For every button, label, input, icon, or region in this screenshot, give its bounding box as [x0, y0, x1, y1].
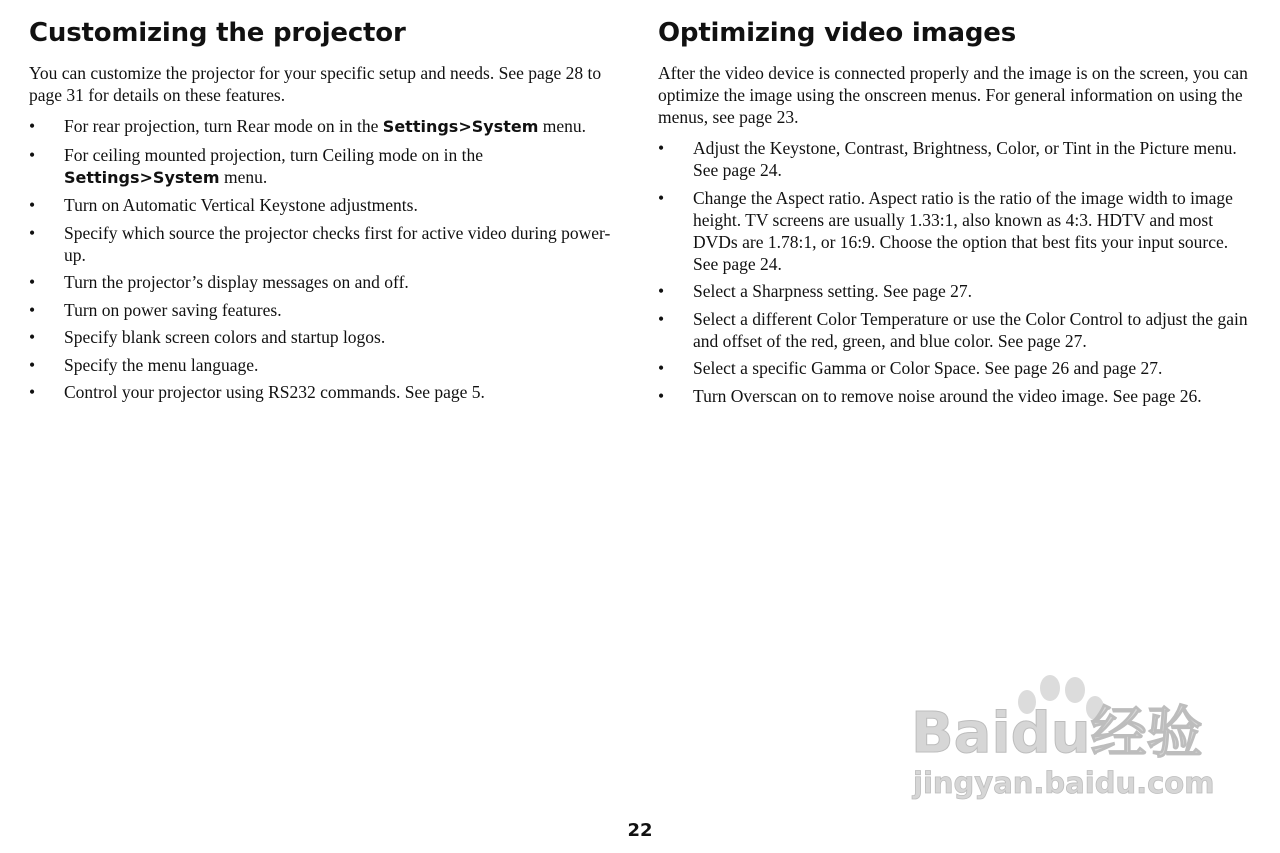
list-item: [29, 222, 629, 266]
list-item-text: Specify the menu language.: [64, 354, 259, 375]
bullet-marker: •: [29, 382, 36, 402]
bullet-marker: •: [658, 308, 665, 329]
bullet-marker: •: [658, 187, 665, 208]
list-item: [658, 280, 1254, 302]
list-item-text: Turn on Automatic Vertical Keystone adjustments.: [64, 195, 418, 215]
list-item-text: menu.: [219, 166, 268, 187]
list-item-text: For ceiling mounted projection, turn Ceiling mode on in the: [64, 144, 483, 165]
right-column: [658, 18, 1254, 412]
bullet-marker: •: [658, 138, 665, 158]
bullet-marker: •: [658, 385, 665, 406]
list-item-text: Specify blank screen colors and startup logos.: [64, 327, 386, 347]
list-item-text: Select a different Color Temperature or use the Color Control to adjust the gain and offset of the red, green, and blue color. See page 27.: [693, 308, 1248, 351]
list-item: [29, 299, 629, 321]
list-item: [29, 326, 629, 348]
bullet-list-customizing: [29, 115, 629, 403]
bullet-marker: •: [29, 144, 36, 165]
list-item-text: Change the Aspect ratio. Aspect ratio is the ratio of the image width to image height. TV screens are usually 1.33:1, also known as 4:3. HDTV and most DVDs are 1.78:1, or 16:9. Choose the option that best fits your input source. See page 24.: [693, 187, 1233, 274]
list-item: [29, 354, 629, 376]
list-item: [29, 271, 629, 293]
list-item: [658, 137, 1254, 181]
baidu-watermark-logo: [905, 660, 1215, 810]
list-item: [658, 308, 1254, 352]
bullet-marker: •: [658, 358, 665, 378]
list-item-text: For rear projection, turn Rear mode on in the: [64, 116, 383, 136]
list-item: [29, 115, 629, 138]
list-item-text: Turn the projector’s display messages on and off.: [64, 272, 409, 292]
bullet-marker: •: [658, 281, 665, 301]
bullet-marker: •: [29, 299, 36, 320]
list-item: [29, 381, 629, 403]
bullet-marker: •: [29, 222, 36, 243]
list-item-text: Select a Sharpness setting. See page 27.: [693, 281, 972, 301]
list-item-text: Specify which source the projector checks first for active video during power-up.: [64, 222, 611, 265]
menu-path-text: Settings>System: [382, 117, 539, 136]
list-item: [658, 187, 1254, 275]
list-item: [29, 144, 629, 189]
watermark-brand: Baidu经验: [911, 701, 1203, 766]
list-item: [658, 385, 1254, 407]
section-title-customizing: Customizing the projector: [29, 18, 406, 48]
bullet-list-optimizing: [658, 137, 1254, 407]
section-intro-optimizing: After the video device is connected properly and the image is on the screen, you can optimize the image using the onscreen menus. For general information on using the menus, see page 23.: [658, 63, 1248, 127]
bullet-marker: •: [29, 116, 36, 136]
list-item-text: menu.: [538, 116, 587, 136]
bullet-marker: •: [29, 195, 36, 215]
list-item-text: Select a specific Gamma or Color Space. See page 26 and page 27.: [693, 358, 1163, 378]
section-intro-customizing: You can customize the projector for your specific setup and needs. See page 28 to page 31 for details on these features.: [29, 63, 602, 105]
left-column: [29, 18, 629, 409]
list-item-text: Adjust the Keystone, Contrast, Brightness, Color, or Tint in the Picture menu. See page 24.: [693, 138, 1237, 180]
list-item: [658, 357, 1254, 379]
list-item-text: Turn Overscan on to remove noise around the video image. See page 26.: [693, 385, 1202, 406]
section-title-optimizing: Optimizing video images: [658, 18, 1016, 48]
page-number: 22: [627, 820, 653, 841]
list-item-text: Turn on power saving features.: [64, 299, 282, 320]
bullet-marker: •: [29, 354, 36, 375]
watermark-url: jingyan.baidu.com: [913, 766, 1215, 800]
list-item: [29, 194, 629, 216]
bullet-marker: •: [29, 327, 36, 347]
bullet-marker: •: [29, 272, 36, 292]
menu-path-text: Settings>System: [64, 167, 220, 187]
list-item-text: Control your projector using RS232 commands. See page 5.: [64, 382, 485, 402]
